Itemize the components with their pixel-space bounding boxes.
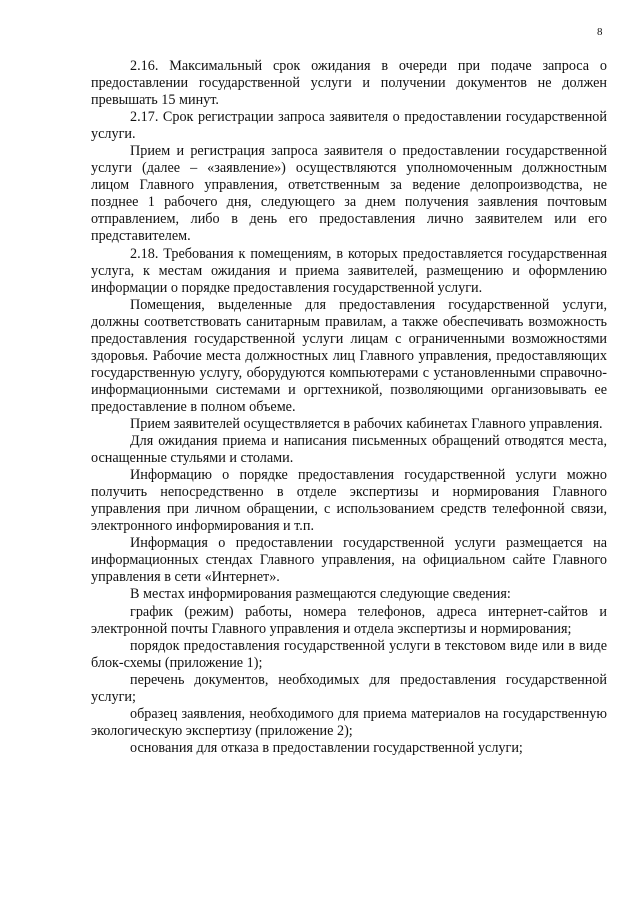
list-item-documents: перечень документов, необходимых для предоставления государственной услуги; — [91, 671, 607, 705]
paragraph-2-16: 2.16. Максимальный срок ожидания в очереди при подаче запроса о предоставлении государственной услуги и получении документов не должен превышать 15 минут. — [91, 58, 607, 109]
paragraph-2-18: 2.18. Требования к помещениям, в которых предоставляется государственная услуга, к местам ожидания и приема заявителей, размещению и оформлению информации о порядке предоставления государственной услуги. — [91, 245, 607, 296]
paragraph-info-access: Информацию о порядке предоставления государственной услуги можно получить непосредственно в отделе экспертизы и нормирования Главного управления при личном обращении, с использованием средств телефонной связи, электронного информирования и т.п. — [91, 467, 607, 535]
page-number: 8 — [597, 26, 603, 38]
list-item-procedure: порядок предоставления государственной услуги в текстовом виде или в виде блок-схемы (приложение 1); — [91, 637, 607, 671]
paragraph-registration: Прием и регистрация запроса заявителя о предоставлении государственной услуги (далее – «заявление») осуществляются уполномоченным должностным лицом Главного управления, ответственным за ведение делопроизводства, не позднее 1 рабочего дня, следующего за днем получения заявления почтовым отправлением, либо в день его предоставления лично заявителем или его представителем. — [91, 143, 607, 245]
paragraph-waiting: Для ожидания приема и написания письменных обращений отводятся места, оснащенные стульями и столами. — [91, 433, 607, 467]
list-item-refusal-grounds: основания для отказа в предоставлении государственной услуги; — [130, 739, 523, 756]
paragraph-2-17: 2.17. Срок регистрации запроса заявителя о предоставлении государственной услуги. — [91, 109, 607, 143]
document-body — [91, 58, 607, 757]
list-item-schedule: график (режим) работы, номера телефонов, адреса интернет-сайтов и электронной почты Главного управления и отдела экспертизы и нормирования; — [91, 603, 607, 637]
paragraph-premises: Помещения, выделенные для предоставления государственной услуги, должны соответствовать санитарным правилам, а также обеспечивать возможность предоставления государственной услуги лицам с ограниченными возможностями здоровья. Рабочие места должностных лиц Главного управления, предоставляющих государственную услугу, оборудуются компьютерами с установленными справочно-информационными системами и оргтехникой, позволяющими организовывать ее предоставление в полном объеме. — [91, 296, 607, 415]
list-item-application-sample: образец заявления, необходимого для приема материалов на государственную экологическую экспертизу (приложение 2); — [91, 705, 607, 739]
paragraph-info-placement: Информация о предоставлении государственной услуги размещается на информационных стендах Главного управления, на официальном сайте Главного управления в сети «Интернет». — [91, 535, 607, 586]
paragraph-info-list-intro: В местах информирования размещаются следующие сведения: — [130, 586, 511, 603]
paragraph-reception: Прием заявителей осуществляется в рабочих кабинетах Главного управления. — [130, 415, 603, 432]
